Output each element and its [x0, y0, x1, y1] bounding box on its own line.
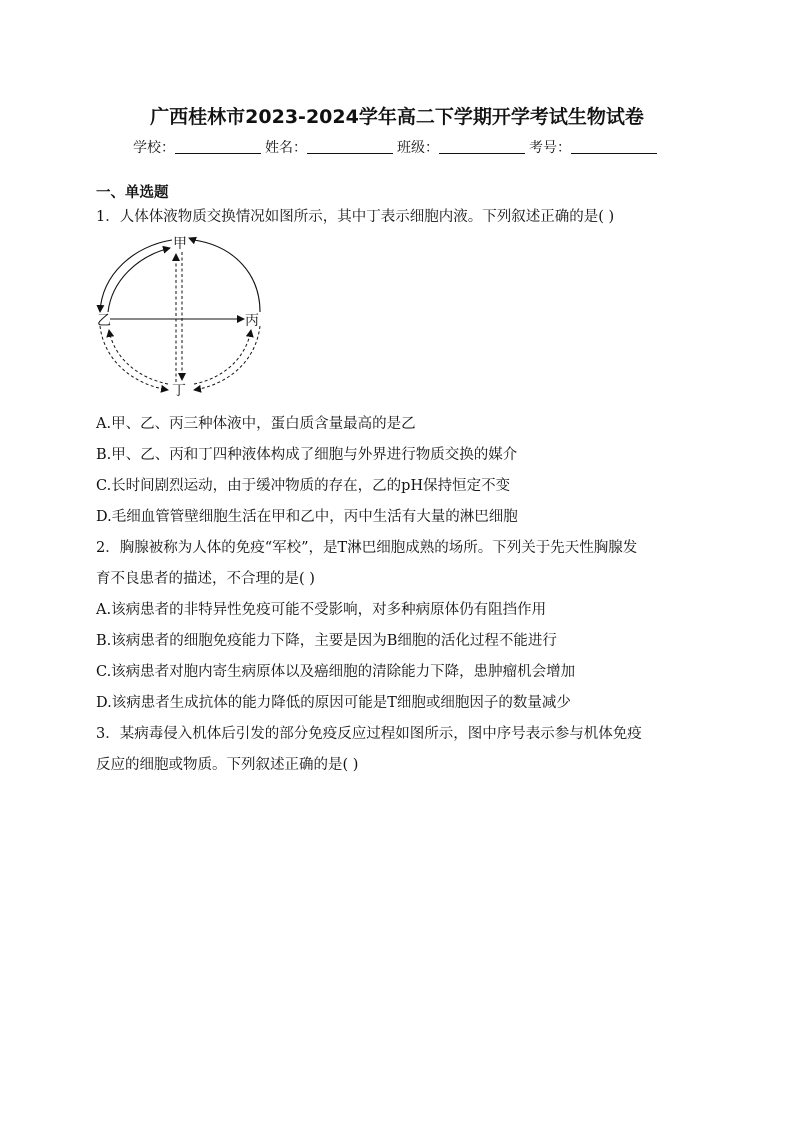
school-label: 学校：: [133, 140, 175, 156]
q2-option-a: A.该病患者的非特异性免疫可能不受影响，对多种病原体仍有阻挡作用: [96, 602, 547, 618]
q2-stem-line1: 2．胸腺被称为人体的免疫“军校”，是T淋巴细胞成熟的场所。下列关于先天性胸腺发: [96, 540, 638, 556]
q2-option-d: D.该病患者生成抗体的能力降低的原因可能是T细胞或细胞因子的数量减少: [96, 695, 571, 711]
student-info-line: [0, 137, 794, 157]
class-label: 班级：: [397, 140, 439, 156]
school-blank[interactable]: [175, 139, 261, 154]
q1-option-d: D.毛细血管管壁细胞生活在甲和乙中，丙中生活有大量的淋巴细胞: [96, 509, 518, 525]
name-blank[interactable]: [307, 139, 393, 154]
q2-stem-line2: 育不良患者的描述，不合理的是( ): [96, 571, 315, 587]
q1-option-c: C.长时间剧烈运动，由于缓冲物质的存在，乙的pH保持恒定不变: [96, 478, 511, 494]
label-yi: 乙: [97, 313, 111, 329]
arc-jia-bing: [194, 240, 260, 312]
q2-option-b: B.该病患者的细胞免疫能力下降，主要是因为B细胞的活化过程不能进行: [96, 633, 557, 649]
section-heading: 一、单选题: [96, 185, 169, 201]
q2-option-c: C.该病患者对胞内寄生病原体以及癌细胞的清除能力下降，患肿瘤机会增加: [96, 664, 576, 680]
exam-title: 广西桂林市2023-2024学年高二下学期开学考试生物试卷: [150, 106, 644, 128]
number-blank[interactable]: [571, 139, 657, 154]
arc-bing-to-jia-head: [189, 238, 194, 240]
name-label: 姓名：: [265, 140, 307, 156]
q1-stem: 1．人体体液物质交换情况如图所示，其中丁表示细胞内液。下列叙述正确的是( ): [96, 209, 615, 225]
q3-stem-line1: 3．某病毒侵入机体后引发的部分免疫反应过程如图所示，图中序号表示参与机体免疫: [96, 726, 642, 742]
q1-option-a: A.甲、乙、丙三种体液中，蛋白质含量最高的是乙: [96, 416, 416, 432]
number-label: 考号：: [529, 140, 571, 156]
class-blank[interactable]: [439, 139, 525, 154]
q1-option-b: B.甲、乙、丙和丁四种液体构成了细胞与外界进行物质交换的媒介: [96, 447, 518, 463]
q3-stem-line2: 反应的细胞或物质。下列叙述正确的是( ): [96, 757, 359, 773]
label-bing: 丙: [245, 313, 259, 329]
label-jia: 甲: [173, 236, 187, 252]
body-fluid-diagram: [94, 234, 274, 400]
arc-yi-to-jia-inner: [108, 248, 170, 312]
arc-ding-to-yi-inner: [109, 330, 168, 384]
arc-ding-to-bing-inner: [194, 330, 251, 384]
label-ding: 丁: [172, 383, 186, 399]
